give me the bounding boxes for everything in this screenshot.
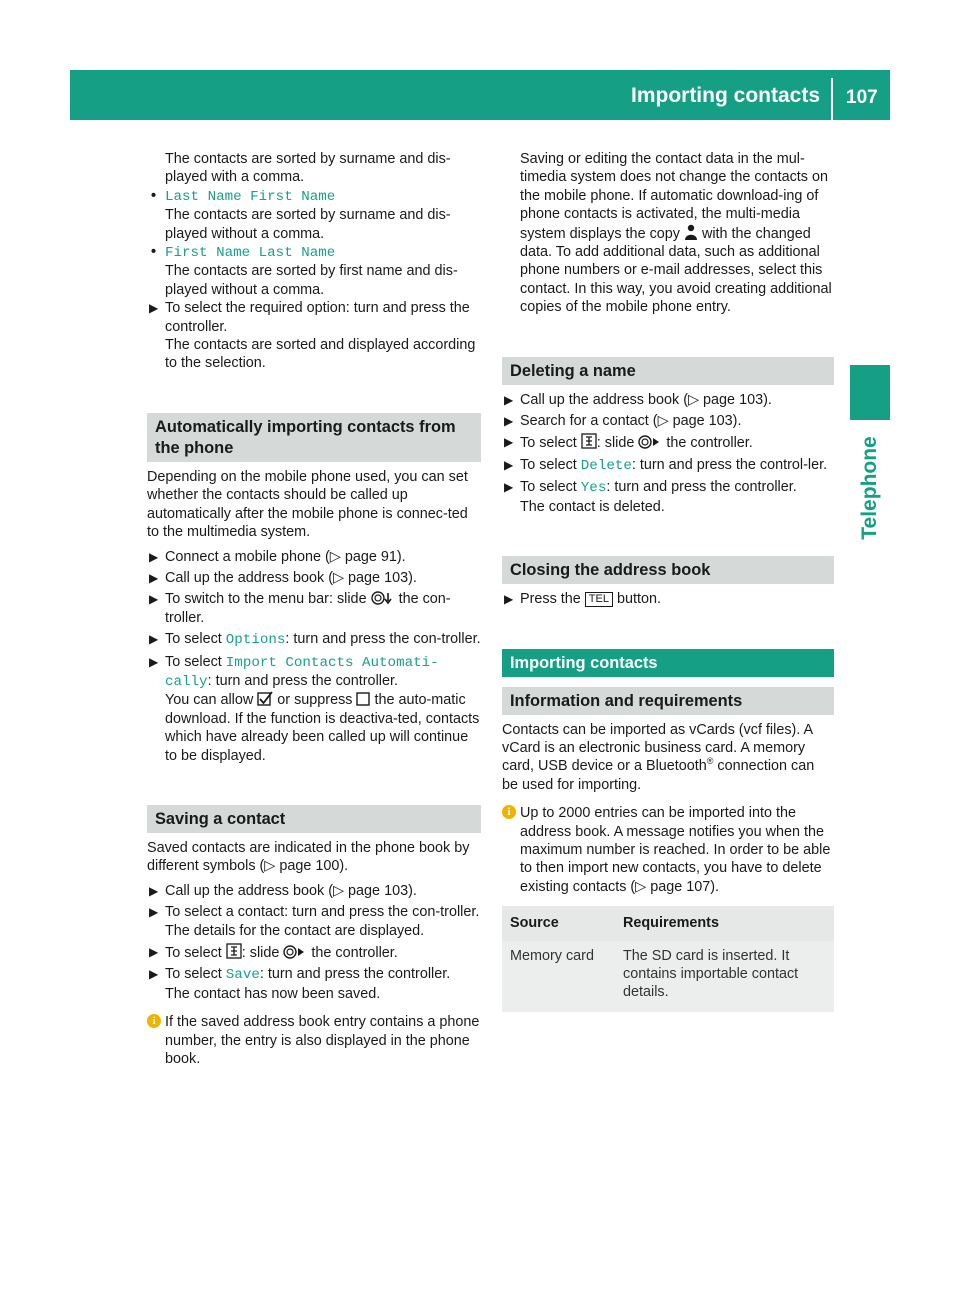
step-text: : turn and press the controller. (606, 479, 797, 496)
step-text: the controller. (311, 945, 398, 961)
person-copy-icon (684, 224, 698, 240)
paragraph: The contacts are sorted by first name and dis-played without a comma. (165, 263, 458, 298)
action-step (147, 569, 481, 587)
contact-card-icon (226, 943, 242, 959)
step-text: Call up the address book (▷ page 103). (165, 569, 417, 586)
step-text: To select (520, 456, 581, 473)
arrow-icon: ▶ (149, 549, 159, 564)
chapter-label-text: Telephone (858, 436, 881, 540)
arrow-icon: ▶ (149, 654, 159, 669)
step-result: The contact is deleted. (520, 498, 665, 515)
info-icon: i (502, 805, 516, 819)
note-text: Up to 2000 entries can be imported into the address book. A message notifies you when the maximum number is reached. In order to be able to then import new contacts, you have to delete existing contacts (▷ page 107). (520, 805, 831, 895)
step-text: To switch to the menu bar: slide (165, 591, 367, 608)
arrow-icon: ▶ (149, 301, 159, 316)
registered-mark: ® (706, 756, 714, 767)
paragraph-text: Contacts can be imported as vCards (vcf files). A vCard is an electronic business card. A memory card, USB device or a Bluetooth (502, 721, 813, 775)
step-text: : turn and press the con-troller. (285, 631, 481, 648)
section-heading: Deleting a name (502, 357, 834, 385)
arrow-icon: ▶ (504, 480, 514, 495)
step-text: the con-troller. (165, 591, 451, 626)
action-step (147, 590, 481, 627)
paragraph-text: connection can be used for importing. (502, 758, 815, 793)
arrow-icon: ▶ (504, 457, 514, 472)
controller-slide-down-icon (371, 591, 395, 605)
step-result: The details for the contact are displayed. (165, 922, 425, 939)
table-row (502, 941, 834, 1012)
header-title: Importing contacts (630, 84, 820, 107)
option-label: First Name Last Name (165, 245, 336, 262)
paragraph: Saved contacts are indicated in the phone book by different symbols (▷ page 100). (147, 839, 470, 875)
arrow-icon: ▶ (504, 414, 514, 429)
header-separator (831, 78, 833, 120)
step-text: or suppress (277, 692, 353, 709)
info-icon: i (147, 1014, 161, 1028)
section-heading: Automatically importing contacts from the phone (147, 413, 481, 462)
action-step (147, 299, 481, 336)
tel-key-icon: TEL (585, 592, 613, 607)
step-text: Call up the address book (▷ page 103). (165, 882, 417, 899)
paragraph: Depending on the mobile phone used, you can set whether the contacts should be called up automatically after the mobile phone is connec-ted to the multimedia system. (147, 468, 468, 541)
controller-slide-right-icon (638, 435, 662, 449)
step-text: button. (616, 591, 661, 608)
table-header-row (502, 906, 834, 940)
action-step (147, 548, 481, 566)
arrow-icon: ▶ (504, 592, 514, 607)
action-step (502, 412, 834, 430)
action-step (147, 965, 481, 984)
list-item (147, 243, 481, 262)
paragraph: The contacts are sorted by surname and dis-played without a comma. (165, 207, 451, 242)
contact-card-icon (581, 433, 597, 449)
bullet-icon: • (151, 244, 157, 261)
table-cell: Memory card (502, 941, 615, 1012)
step-text: Connect a mobile phone (▷ page 91). (165, 548, 406, 565)
menu-option: Delete (580, 457, 632, 474)
page-number: 107 (846, 87, 878, 108)
action-step (502, 433, 834, 452)
arrow-icon: ▶ (149, 945, 159, 959)
step-text: Search for a contact (▷ page 103). (520, 413, 742, 430)
action-step (147, 882, 481, 900)
menu-option: Save (225, 967, 260, 984)
arrow-icon: ▶ (504, 392, 514, 407)
action-step (502, 391, 834, 409)
paragraph-text: with the changed data. To add additional data, such as additional phone numbers or e-mail addresses, select this contact. In this way, you avoid creating additional copies of the mobile phone entry. (520, 225, 832, 316)
step-result (147, 691, 481, 765)
arrow-icon: ▶ (149, 592, 159, 607)
step-text: You can allow (165, 692, 254, 709)
step-text: To select the required option: turn and press the controller. (165, 300, 470, 335)
action-step (147, 903, 481, 921)
checkbox-empty-icon (356, 692, 370, 706)
arrow-icon: ▶ (149, 632, 159, 647)
menu-option: Yes (580, 480, 607, 497)
arrow-icon: ▶ (149, 883, 159, 898)
action-step (502, 590, 834, 608)
step-text: To select (165, 966, 226, 983)
step-text: To select (165, 945, 222, 961)
step-text: Call up the address book (▷ page 103). (520, 391, 772, 408)
paragraph (502, 721, 834, 795)
step-text: : turn and press the controller. (259, 966, 451, 983)
step-text: To select (520, 435, 577, 452)
menu-option: Options (225, 632, 286, 649)
step-text: To select (165, 653, 226, 670)
arrow-icon: ▶ (149, 905, 159, 920)
step-text: : turn and press the controller. (207, 672, 398, 689)
step-text: the controller. (666, 435, 753, 452)
step-text: To select a contact: turn and press the con-troller. (165, 904, 480, 921)
left-column (147, 150, 481, 1068)
arrow-icon: ▶ (149, 967, 159, 982)
chapter-heading: Importing contacts (502, 649, 834, 677)
checkbox-checked-icon (257, 691, 273, 706)
section-heading: Information and requirements (502, 687, 834, 715)
list-item (147, 187, 481, 206)
note (147, 1013, 481, 1068)
table-header: Source (502, 906, 615, 940)
step-result: The contacts are sorted and displayed according to the selection. (165, 337, 476, 372)
step-text: To select (165, 631, 226, 648)
chapter-label (850, 428, 890, 548)
paragraph (502, 150, 834, 317)
table-header: Requirements (615, 906, 834, 940)
right-column (502, 150, 834, 1012)
note-text: If the saved address book entry contains a phone number, the entry is also displayed in the phone book. (165, 1014, 480, 1068)
note (502, 804, 834, 896)
action-step (502, 456, 834, 475)
option-label: Last Name First Name (165, 188, 336, 205)
action-step (147, 630, 481, 649)
step-text: the auto-matic download. If the function is deactiva-ted, contacts which have already been called up will continue to be displayed. (165, 692, 480, 764)
paragraph-text: Saving or editing the contact data in the mul-timedia system does not change the contacts on the mobile phone. If automatic download-ing of phone contacts is activated, the multi-media system displays the copy (520, 151, 828, 242)
requirements-table (502, 906, 834, 1012)
paragraph: The contacts are sorted by surname and dis-played with a comma. (165, 151, 451, 186)
step-text: : slide (596, 435, 635, 452)
section-heading: Saving a contact (147, 805, 481, 833)
step-text: To select (520, 479, 581, 496)
action-step (502, 478, 834, 497)
page-header (70, 70, 890, 120)
step-text: Press the (520, 591, 581, 608)
controller-slide-right-icon (283, 945, 307, 959)
arrow-icon: ▶ (504, 435, 514, 450)
step-text: : turn and press the control-ler. (631, 456, 828, 473)
step-text: : slide (241, 945, 280, 961)
action-step (147, 943, 481, 962)
section-heading: Closing the address book (502, 556, 834, 584)
menu-option: Import Contacts Automati- cally (165, 654, 439, 690)
chapter-tab (850, 365, 890, 420)
table-cell: The SD card is inserted. It contains importable contact details. (615, 941, 834, 1012)
arrow-icon: ▶ (149, 570, 159, 585)
action-step (147, 653, 481, 692)
bullet-icon: • (151, 187, 157, 204)
step-result: The contact has now been saved. (165, 985, 381, 1002)
